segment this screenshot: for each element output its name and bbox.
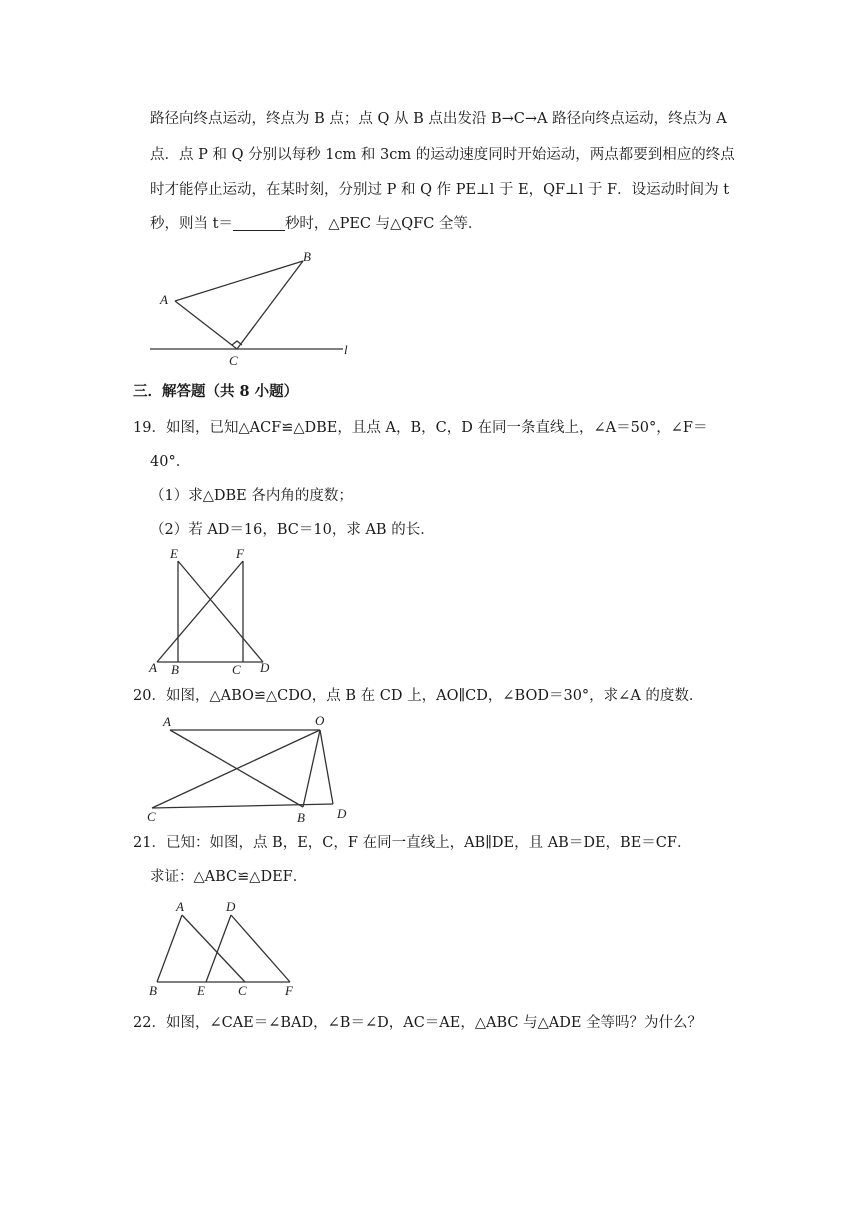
label-a: A	[163, 714, 171, 729]
segment-ac	[175, 301, 237, 349]
label-d: D	[226, 899, 236, 914]
label-c: C	[238, 983, 247, 998]
q18-text-line4-pre: 秒，则当 t＝	[150, 216, 233, 232]
q19-figure	[145, 543, 285, 678]
label-d: D	[337, 806, 347, 821]
segment-cd	[152, 804, 333, 808]
label-b: B	[171, 662, 179, 677]
label-l: l	[344, 342, 348, 357]
label-c: C	[147, 809, 156, 824]
q19-text-line1: 19．如图，已知△ACF≌△DBE，且点 A，B，C，D 在同一条直线上，∠A＝50°，∠F＝	[133, 420, 708, 436]
label-e: E	[197, 983, 205, 998]
segment-bc	[237, 261, 303, 349]
q21-text-line1: 21．已知：如图，点 B，E，C，F 在同一直线上，AB∥DE，且 AB＝DE，BE＝CF．	[133, 835, 692, 851]
label-f: F	[236, 546, 244, 561]
q22-text-line1: 22．如图，∠CAE＝∠BAD，∠B＝∠D，AC＝AE，△ABC 与△ADE 全等吗？为什么？	[133, 1015, 703, 1031]
label-c: C	[229, 353, 238, 368]
segment-ed	[206, 915, 231, 982]
segment-oc	[152, 730, 320, 808]
answer-blank	[233, 216, 285, 231]
label-c: C	[232, 662, 241, 677]
q19-text-line2: 40°．	[150, 454, 191, 470]
label-b: B	[297, 810, 305, 825]
q18-text-line4-post: 秒时，△PEC 与△QFC 全等．	[284, 216, 483, 232]
segment-od	[320, 730, 333, 804]
label-b: B	[303, 249, 311, 264]
label-d: D	[260, 660, 270, 675]
segment-fa	[157, 561, 243, 662]
label-a: A	[176, 899, 184, 914]
q19-part1: （1）求△DBE 各内角的度数；	[150, 488, 353, 504]
label-e: E	[170, 546, 178, 561]
q21-text-line2: 求证：△ABC≌△DEF．	[150, 869, 308, 885]
label-a: A	[149, 660, 157, 675]
segment-ab	[175, 261, 303, 301]
q19-part2: （2）若 AD＝16，BC＝10，求 AB 的长．	[150, 522, 435, 538]
segment-ba	[157, 915, 182, 982]
right-angle-mark	[232, 341, 242, 345]
q18-text-line4	[150, 214, 482, 234]
segment-ob	[303, 730, 320, 807]
q18-text-line3: 时才能停止运动，在某时刻，分别过 P 和 Q 作 PE⊥l 于 E，QF⊥l 于 F．设运动时间为 t	[150, 182, 730, 198]
section-heading: 三．解答题（共 8 小题）	[133, 383, 299, 400]
label-a: A	[160, 292, 168, 307]
label-o: O	[315, 713, 325, 728]
q20-figure	[145, 710, 360, 825]
segment-df	[231, 915, 290, 982]
q18-text-line2: 点．点 P 和 Q 分别以每秒 1cm 和 3cm 的运动速度同时开始运动，两点都要到相应的终点	[150, 147, 735, 163]
q18-text-line1: 路径向终点运动，终点为 B 点；点 Q 从 B 点出发沿 B→C→A 路径向终点运动，终点为 A	[150, 111, 727, 127]
segment-ed	[178, 561, 263, 662]
q20-text-line1: 20．如图，△ABO≌△CDO，点 B 在 CD 上，AO∥CD，∠BOD＝30°，求∠A 的度数．	[133, 688, 704, 704]
label-b: B	[149, 983, 157, 998]
q21-figure	[145, 895, 310, 1003]
segment-ac	[182, 915, 245, 982]
label-f: F	[285, 983, 293, 998]
q18-figure	[145, 248, 365, 368]
